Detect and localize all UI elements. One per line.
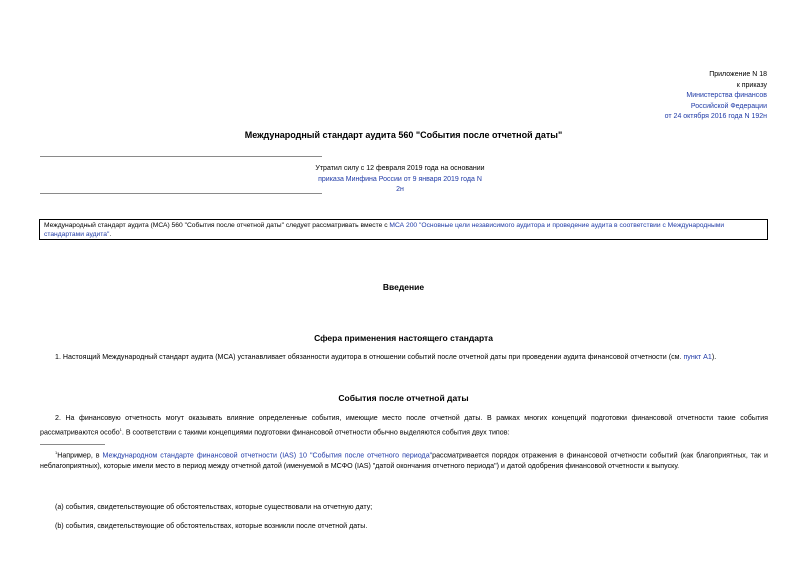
footnote-text: рассматривается порядок отражения в финансовой отчетности событий (как благоприятных, так и неблагоприятных), которые имели место в период между отчетной датой (именуемой в МСФО (IAS) "датой окончания отчетного периода") и датой одобрения финансовой отчетности к выпуску. <box>40 451 768 471</box>
note-suffix: . <box>109 231 112 238</box>
divider-top <box>40 156 322 157</box>
section-scope: Сфера применения настоящего стандарта <box>314 333 493 343</box>
isa-200-link[interactable]: МСА 200 "Основные цели независимого аудитора и проведение аудита в соответствии с Международными стандартами аудита" <box>44 222 725 238</box>
footnote-number: 1 <box>55 450 58 455</box>
to-order-label: к приказу <box>736 81 767 89</box>
ministry-link[interactable]: Министерства финансов <box>686 92 767 99</box>
footnote-prefix: Например, в <box>57 451 103 460</box>
note-prefix: Международный стандарт аудита (МСА) 560 "События после отчетной даты" следует рассматривать вместе с <box>44 222 390 229</box>
order-date-link[interactable]: от 24 октября 2016 года N 192н <box>664 113 767 120</box>
paragraph-2-end: . В соответствии с такими концепциями подготовки финансовой отчетности обычно выделяются события двух типов: <box>121 428 510 437</box>
ias-10-link[interactable]: Международном стандарте финансовой отчетности (IAS) 10 "События после отчетного периода" <box>102 451 433 460</box>
footnote-mark[interactable]: 1 <box>119 427 122 432</box>
paragraph-2-text: 2. На финансовую отчетность могут оказывать влияние определенные события, имеющие место после отчетной даты. В рамках многих концепций подготовки финансовой отчетности такие события рассматриваются особо <box>40 414 768 437</box>
point-a1-link[interactable]: пункт A1 <box>683 353 712 361</box>
list-item-b: (b) события, свидетельствующие об обстоятельствах, которые возникли после отчетной даты. <box>55 522 368 530</box>
repeal-order-link[interactable]: приказа Минфина России от 9 января 2019 года N 2н <box>318 175 482 193</box>
repeal-notice <box>315 164 485 196</box>
federation-link[interactable]: Российской Федерации <box>690 102 767 110</box>
page-title: Международный стандарт аудита 560 "События после отчетной даты" <box>244 130 563 140</box>
paragraph-1-end: ). <box>711 353 717 361</box>
section-introduction: Введение <box>382 282 425 292</box>
footnote-divider <box>40 444 105 445</box>
appendix-label: Приложение N 18 <box>709 71 767 78</box>
list-item-a: (a) события, свидетельствующие об обстоятельствах, которые существовали на отчетную дату; <box>55 503 373 511</box>
note-box <box>39 219 768 240</box>
repeal-text: Утратил силу с 12 февраля 2019 года на основании <box>315 165 485 172</box>
paragraph-2 <box>40 413 768 438</box>
section-events: События после отчетной даты <box>338 393 469 403</box>
divider-bottom <box>40 193 322 194</box>
footnote <box>40 447 768 472</box>
paragraph-1 <box>40 352 768 363</box>
paragraph-1-text: 1. Настоящий Международный стандарт аудита (МСА) устанавливает обязанности аудитора в отношении событий после отчетной даты при проведении аудита финансовой отчетности (см. <box>55 353 684 361</box>
approval-header <box>665 70 767 123</box>
